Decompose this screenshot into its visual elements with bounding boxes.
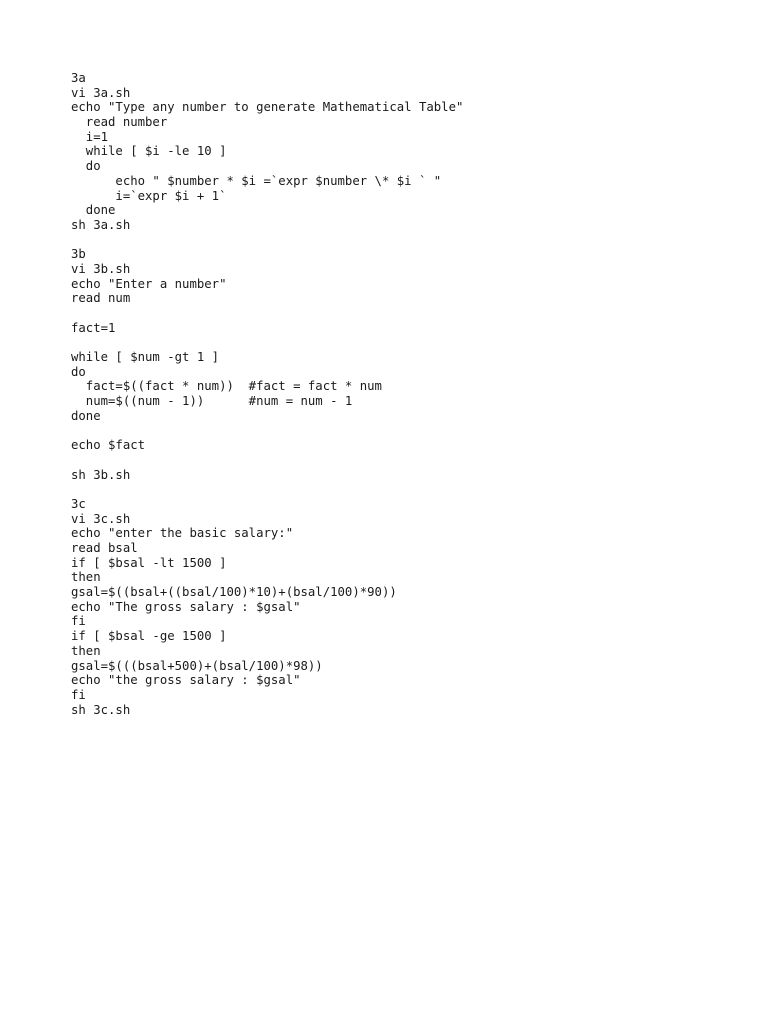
code-line: gsal=$(((bsal+500)+(bsal/100)*98)): [71, 658, 323, 673]
code-line: if [ $bsal -lt 1500 ]: [71, 555, 227, 570]
code-line: sh 3b.sh: [71, 467, 131, 482]
code-line: [71, 453, 463, 468]
code-line: sh 3a.sh: [71, 217, 131, 232]
code-line: vi 3b.sh: [71, 261, 131, 276]
code-line: echo " $number * $i =`expr $number \* $i ` ": [71, 173, 442, 188]
code-line: then: [71, 643, 101, 658]
code-line: sh 3c.sh: [71, 702, 131, 717]
code-line: [71, 335, 463, 350]
code-line: [71, 306, 463, 321]
code-line: then: [71, 570, 101, 585]
code-line: fact=1: [71, 320, 116, 335]
code-line: echo $fact: [71, 438, 146, 453]
code-line: echo "Enter a number": [71, 276, 227, 291]
code-line: while [ $i -le 10 ]: [71, 144, 227, 159]
code-line: i=1: [71, 129, 109, 144]
code-line: num=$((num - 1)) #num = num - 1: [71, 394, 353, 409]
code-line: do: [71, 364, 86, 379]
code-line: fi: [71, 614, 86, 629]
code-line: 3c: [71, 496, 86, 511]
code-line: while [ $num -gt 1 ]: [71, 350, 220, 365]
code-line: echo "the gross salary : $gsal": [71, 673, 301, 688]
code-line: vi 3a.sh: [71, 85, 131, 100]
code-line: gsal=$((bsal+((bsal/100)*10)+(bsal/100)*90)): [71, 585, 397, 600]
code-line: echo "Type any number to generate Mathematical Table": [71, 100, 464, 115]
code-line: 3b: [71, 247, 86, 262]
code-listing: [71, 71, 463, 717]
code-line: [71, 424, 463, 439]
code-line: done: [71, 408, 101, 423]
code-line: fi: [71, 687, 86, 702]
code-line: echo "enter the basic salary:": [71, 526, 294, 541]
code-line: [71, 482, 463, 497]
code-line: fact=$((fact * num)) #fact = fact * num: [71, 379, 382, 394]
code-line: read bsal: [71, 541, 138, 555]
code-line: [71, 233, 463, 248]
code-line: vi 3c.sh: [71, 511, 131, 526]
code-line: read num: [71, 291, 131, 306]
code-line: echo "The gross salary : $gsal": [71, 599, 301, 614]
code-line: if [ $bsal -ge 1500 ]: [71, 629, 227, 644]
code-line: do: [71, 159, 101, 174]
code-line: 3a: [71, 71, 86, 85]
code-line: read number: [71, 115, 168, 130]
code-line: done: [71, 203, 116, 218]
code-line: i=`expr $i + 1`: [71, 188, 227, 203]
